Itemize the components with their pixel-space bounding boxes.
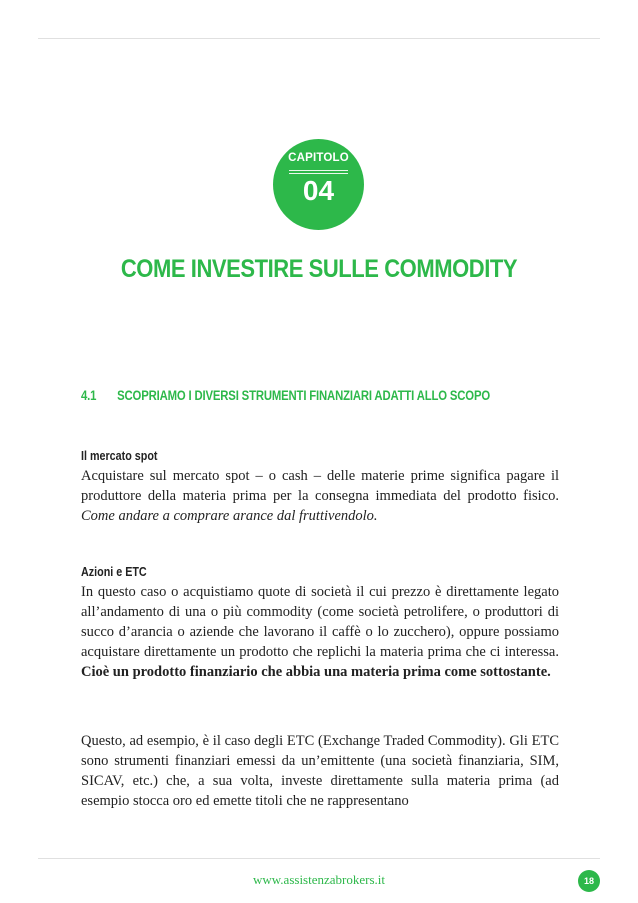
paragraph-text: In questo caso o acquistiamo quote di società il cui prezzo è direttamente legato all’andamento di una o più commodity (come società petrolifere, o produttori di succo d’arancia o aziende che lavorano il caffè o lo zucchero), oppure possiamo acquistare direttamente un prodotto che replichi la materia prima che ci interessa.: [81, 584, 559, 660]
subheading-mercato-spot: Il mercato spot: [81, 449, 158, 463]
footer-link[interactable]: www.assistenzabrokers.it: [252, 872, 385, 887]
chapter-title: COME INVESTIRE SULLE COMMODITY: [120, 255, 518, 283]
paragraph-mercato-spot: [81, 466, 559, 526]
chapter-badge: [273, 139, 364, 230]
paragraph-text: Acquistare sul mercato spot – o cash – delle materie prime significa pagare il produttore della materia prima per la consegna immediata del prodotto fisico.: [81, 468, 559, 504]
badge-divider: [289, 170, 348, 171]
paragraph-bold: Cioè un prodotto finanziario che abbia una materia prima come sottostante.: [81, 664, 551, 680]
chapter-label: CAPITOLO: [288, 152, 349, 164]
page-number: 18: [578, 870, 600, 892]
top-divider: [38, 38, 600, 39]
paragraph-italic: Come andare a comprare arance dal fruttivendolo.: [81, 508, 378, 524]
bottom-divider: [38, 858, 600, 859]
badge-divider: [289, 173, 348, 174]
subheading-azioni-etc: Azioni e ETC: [81, 565, 147, 579]
chapter-number: 04: [302, 175, 335, 206]
section-number: 4.1: [81, 388, 97, 403]
paragraph-etc: Questo, ad esempio, è il caso degli ETC (Exchange Traded Commodity). Gli ETC sono strumenti finanziari emessi da un’emittente (una società finanziaria, SIM, SICAV, etc.) che, a sua volta, investe direttamente sulla materia prima (ad esempio stocca oro ed emette titoli che ne rappresentano: [81, 733, 559, 809]
section-title: SCOPRIAMO I DIVERSI STRUMENTI FINANZIARI ADATTI ALLO SCOPO: [117, 388, 491, 403]
paragraph-azioni-etc: [81, 582, 559, 682]
section-heading: [81, 388, 490, 403]
